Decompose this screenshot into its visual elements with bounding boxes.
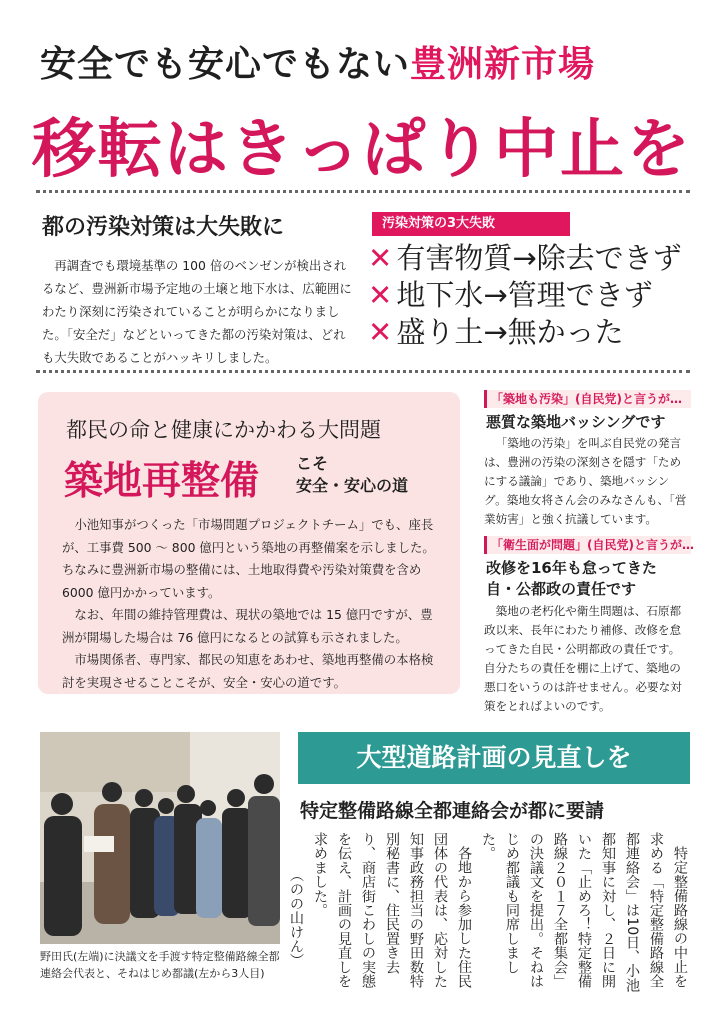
tsukiji-paragraph: 小池知事がつくった「市場問題プロジェクトチーム」でも、座長が、工事費 500 ～ 800 億円という築地の再整備案を示しました。ちなみに豊洲新市場の整備には、土地取得費や汚染対策費を含め 6000 億円かかっています。 — [62, 517, 435, 600]
tsukiji-heading: 都民の命と健康にかかわる大問題 — [66, 418, 381, 442]
cross-icon: ✕ — [368, 241, 393, 275]
box2-tag: 「衛生面が問題」(自民党)と言うが… — [484, 536, 691, 554]
failure-text: 有害物質→除去できず — [396, 241, 682, 275]
tsukiji-side-title — [296, 453, 408, 497]
top-title-accent: 豊洲新市場 — [410, 44, 596, 85]
box2-body — [484, 602, 690, 716]
failure-item — [368, 240, 698, 277]
road-vertical-text — [288, 832, 692, 1002]
tsukiji-side-line2: 安全・安心の道 — [296, 476, 409, 495]
failure-text: 地下水→管理できず — [396, 278, 653, 312]
cross-icon: ✕ — [368, 278, 393, 312]
box2-title — [486, 558, 696, 600]
road-signature: （のの山けん） — [288, 867, 304, 967]
box2-title-line2: 自・公都政の責任です — [486, 580, 637, 598]
box2-paragraph: 築地の老朽化や衛生問題は、石原都政以来、長年にわたり補修、改修を怠ってきた自民・公明都政の責任です。自分たちの責任を棚に上げて、築地の悪口をいうのは許せません。必要な対策をとればよいのです。 — [484, 604, 682, 713]
failures-tag: 汚染対策の3大失敗 — [372, 212, 570, 236]
tsukiji-big-title: 築地再整備 — [64, 458, 260, 504]
tsukiji-paragraph: 市場関係者、専門家、都民の知恵をあわせ、築地再整備の本格検討を実現させることこそが、安全・安心の道です。 — [62, 652, 434, 690]
box1-title: 悪質な築地バッシングです — [486, 413, 666, 431]
tsukiji-paragraph: なお、年間の維持管理費は、現状の築地では 15 億円ですが、豊洲が開場した場合は 76 億円になるとの試算も示されました。 — [62, 607, 433, 645]
road-subtitle: 特定整備路線全都連絡会が都に要請 — [300, 800, 605, 822]
top-title — [40, 36, 595, 87]
pollution-paragraph: 再調査でも環境基準の 100 倍のベンゼンが検出されるなど、豊洲新市場予定地の土壌と地下水は、広範囲にわたり深刻に汚染されていることが明らかになりました。「安全だ」などといってきた都の汚染対策は、どれも大失敗であることがハッキリしました。 — [42, 258, 352, 365]
tsukiji-side-line1: こそ — [296, 454, 329, 473]
meeting-photo-illustration — [40, 732, 280, 944]
tsukiji-body — [62, 514, 442, 694]
road-paragraph: 特定整備路線の中止を求める「特定整備路線全都連絡会」は10日、小池都知事に対し、２日に開いた「止めろ！特定整備路線２０１７全都集会」の決議文を提出。そねはじめ都議も同席しました。 — [480, 832, 688, 993]
divider — [36, 370, 690, 373]
road-paragraph: 各地から参加した住民団体の代表は、応対した知事政務担当の野田数特別秘書に、住民置き去り、商店街こわしの実態を伝え、計画の見直しを求めました。 — [312, 832, 472, 989]
top-title-lead: 安全でも安心でもない — [40, 44, 411, 85]
box1-paragraph: 「築地の汚染」を叫ぶ自民党の発言は、豊洲の汚染の深刻さを隠す「ためにする議論」であり、築地バッシング。築地女将さん会のみなさんも、「営業妨害」と強く抗議しています。 — [484, 436, 687, 526]
failure-text: 盛り土→無かった — [396, 315, 624, 349]
road-banner: 大型道路計画の見直しを — [298, 732, 690, 784]
box1-body — [484, 434, 690, 529]
failures-list — [368, 240, 698, 351]
failure-item — [368, 277, 698, 314]
pollution-heading: 都の汚染対策は大失敗に — [42, 215, 285, 240]
divider — [36, 190, 690, 193]
failure-item — [368, 314, 698, 351]
cross-icon: ✕ — [368, 315, 393, 349]
photo-caption: 野田氏(左端)に決議文を手渡す特定整備路線全都連絡会代表と、そねはじめ都議(左から3人目) — [40, 950, 280, 980]
main-title: 移転はきっぱり中止を — [32, 112, 692, 187]
meeting-photo — [40, 732, 280, 944]
pollution-body — [42, 254, 357, 369]
box2-title-line1: 改修を16年も怠ってきた — [486, 559, 657, 577]
box1-tag: 「築地も汚染」(自民党)と言うが… — [484, 390, 691, 408]
